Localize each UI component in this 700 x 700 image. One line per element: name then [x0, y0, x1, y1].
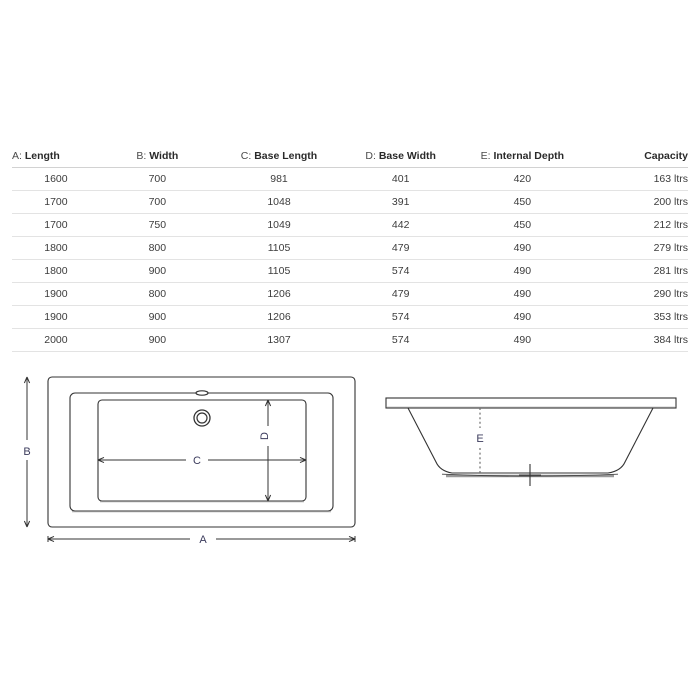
table-header-row	[12, 150, 688, 168]
table-cell-base_width: 574	[343, 306, 458, 329]
column-label-capacity: Capacity	[644, 150, 688, 162]
table-row	[12, 191, 688, 214]
column-header-base-width	[343, 150, 458, 168]
plan-view-drawing	[0, 360, 390, 570]
table-cell-width: 750	[100, 214, 215, 237]
table-cell-length: 1600	[12, 168, 100, 191]
table-cell-length: 2000	[12, 329, 100, 352]
table-row	[12, 260, 688, 283]
table-cell-width: 800	[100, 237, 215, 260]
table-cell-width: 800	[100, 283, 215, 306]
table-cell-base_width: 574	[343, 260, 458, 283]
bath-rim-section	[386, 398, 676, 408]
table-cell-base_width: 391	[343, 191, 458, 214]
table-cell-internal_depth: 420	[458, 168, 586, 191]
table-header	[12, 150, 688, 168]
column-prefix-d: D:	[365, 150, 379, 162]
table-cell-base_length: 1048	[215, 191, 343, 214]
table-cell-base_length: 1206	[215, 283, 343, 306]
column-header-base-length	[215, 150, 343, 168]
table-cell-length: 1800	[12, 260, 100, 283]
table-row	[12, 329, 688, 352]
table-cell-length: 1900	[12, 306, 100, 329]
table-cell-capacity: 212 ltrs	[587, 214, 688, 237]
table-cell-capacity: 200 ltrs	[587, 191, 688, 214]
table-row	[12, 168, 688, 191]
table-cell-capacity: 384 ltrs	[587, 329, 688, 352]
drain-waste-icon	[194, 410, 210, 426]
dimension-line-base-length	[98, 448, 306, 472]
column-label-internal-depth: Internal Depth	[493, 150, 565, 162]
table-cell-length: 1700	[12, 214, 100, 237]
table-cell-capacity: 281 ltrs	[587, 260, 688, 283]
table-cell-length: 1800	[12, 237, 100, 260]
bath-wall-profile	[408, 408, 653, 473]
section-view-drawing	[380, 360, 700, 570]
table-cell-width: 700	[100, 191, 215, 214]
dimension-label-length: A	[199, 534, 207, 546]
table-cell-base_width: 574	[343, 329, 458, 352]
table-cell-internal_depth: 490	[458, 237, 586, 260]
table-row	[12, 306, 688, 329]
dimension-label-base-length: C	[193, 455, 201, 467]
table-row	[12, 237, 688, 260]
technical-drawings	[0, 360, 700, 570]
table-cell-base_width: 479	[343, 283, 458, 306]
table-cell-base_length: 1049	[215, 214, 343, 237]
table-row	[12, 214, 688, 237]
table-cell-capacity: 290 ltrs	[587, 283, 688, 306]
table-cell-width: 900	[100, 329, 215, 352]
table-row	[12, 283, 688, 306]
column-label-base-width: Base Width	[378, 150, 436, 162]
table-cell-internal_depth: 490	[458, 306, 586, 329]
column-header-internal-depth	[458, 150, 586, 168]
table-cell-base_length: 981	[215, 168, 343, 191]
table-cell-capacity: 353 ltrs	[587, 306, 688, 329]
overflow-outlet-icon	[196, 391, 208, 395]
column-prefix-b: B:	[136, 150, 150, 162]
table-cell-internal_depth: 490	[458, 329, 586, 352]
table-cell-width: 900	[100, 306, 215, 329]
specification-table-container	[12, 150, 688, 352]
plan-view-svg	[0, 360, 390, 570]
table-cell-base_length: 1105	[215, 260, 343, 283]
column-header-length	[12, 150, 100, 168]
waste-centre-cross-icon	[519, 464, 541, 486]
specification-table	[12, 150, 688, 352]
table-cell-base_width: 442	[343, 214, 458, 237]
table-cell-internal_depth: 490	[458, 283, 586, 306]
column-label-width: Width	[149, 150, 179, 162]
column-header-width	[100, 150, 215, 168]
table-cell-internal_depth: 450	[458, 214, 586, 237]
table-body	[12, 168, 688, 352]
table-cell-internal_depth: 490	[458, 260, 586, 283]
dimension-line-base-width	[265, 400, 270, 501]
dimension-label-internal-depth: E	[476, 433, 484, 445]
table-cell-width: 900	[100, 260, 215, 283]
table-cell-length: 1900	[12, 283, 100, 306]
dimension-label-base-width: D	[259, 432, 271, 440]
column-label-length: Length	[24, 150, 60, 162]
dimension-label-width: B	[23, 446, 31, 458]
table-cell-length: 1700	[12, 191, 100, 214]
column-label-base-length: Base Length	[254, 150, 318, 162]
column-prefix-a: A:	[12, 150, 25, 162]
column-header-capacity	[587, 150, 688, 168]
table-cell-capacity: 279 ltrs	[587, 237, 688, 260]
table-cell-width: 700	[100, 168, 215, 191]
column-prefix-c: C:	[240, 150, 255, 162]
table-cell-internal_depth: 450	[458, 191, 586, 214]
table-cell-base_length: 1105	[215, 237, 343, 260]
column-prefix-e: E:	[480, 150, 494, 162]
section-view-svg	[380, 360, 700, 570]
table-cell-capacity: 163 ltrs	[587, 168, 688, 191]
table-cell-base_length: 1206	[215, 306, 343, 329]
table-cell-base_length: 1307	[215, 329, 343, 352]
table-cell-base_width: 479	[343, 237, 458, 260]
table-cell-base_width: 401	[343, 168, 458, 191]
